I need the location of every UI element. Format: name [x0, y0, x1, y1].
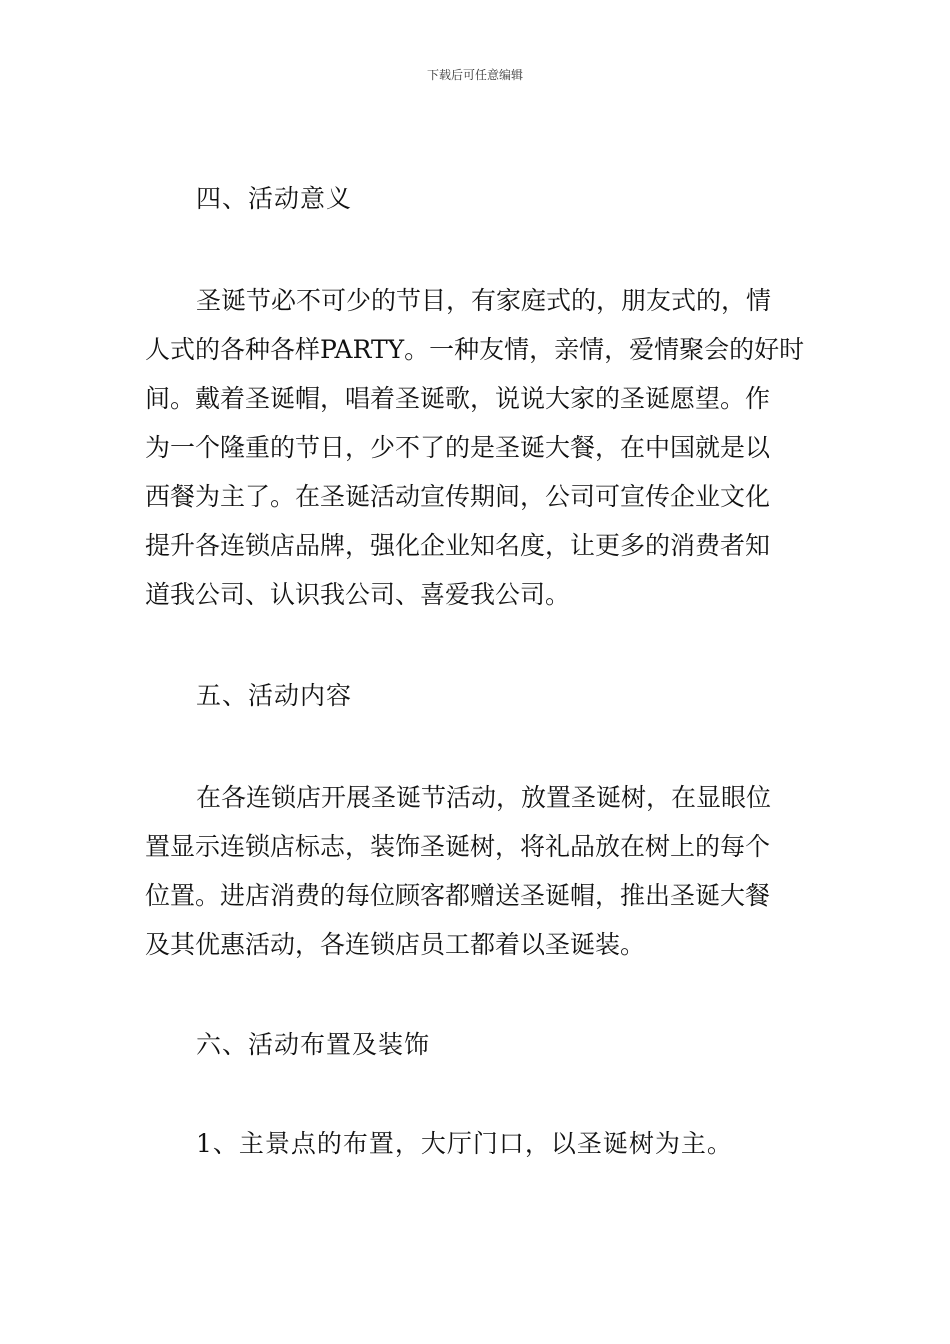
paragraph-line: 人式的各种各样PARTY。一种友情，亲情，爱情聚会的好时 — [145, 335, 805, 364]
paragraph-line: 道我公司、认识我公司、喜爱我公司。 — [145, 580, 571, 609]
paragraph-line: 为一个隆重的节日，少不了的是圣诞大餐，在中国就是以 — [145, 433, 771, 462]
paragraph-line: 位置。进店消费的每位顾客都赠送圣诞帽，推出圣诞大餐 — [145, 881, 771, 910]
paragraph-content — [145, 773, 807, 969]
section-heading-content: 五、活动内容 — [196, 681, 353, 710]
paragraph-line: 圣诞节必不可少的节目，有家庭式的，朋友式的，情 — [196, 286, 772, 315]
paragraph-line: 间。戴着圣诞帽，唱着圣诞歌，说说大家的圣诞愿望。作 — [145, 384, 771, 413]
list-item-main-scene: 1、主景点的布置，大厅门口，以圣诞树为主。 — [196, 1129, 733, 1158]
paragraph-line: 提升各连锁店品牌，强化企业知名度，让更多的消费者知 — [145, 531, 771, 560]
paragraph-line: 置显示连锁店标志，装饰圣诞树，将礼品放在树上的每个 — [145, 832, 771, 861]
paragraph-line: 及其优惠活动，各连锁店员工都着以圣诞装。 — [145, 930, 646, 959]
paragraph-significance — [145, 276, 807, 619]
download-note: 下载后可任意编辑 — [426, 68, 523, 82]
section-heading-significance: 四、活动意义 — [196, 184, 353, 213]
paragraph-line: 在各连锁店开展圣诞节活动，放置圣诞树，在显眼位 — [196, 783, 772, 812]
section-heading-decoration: 六、活动布置及装饰 — [196, 1030, 431, 1059]
paragraph-line: 西餐为主了。在圣诞活动宣传期间，公司可宣传企业文化 — [145, 482, 771, 511]
